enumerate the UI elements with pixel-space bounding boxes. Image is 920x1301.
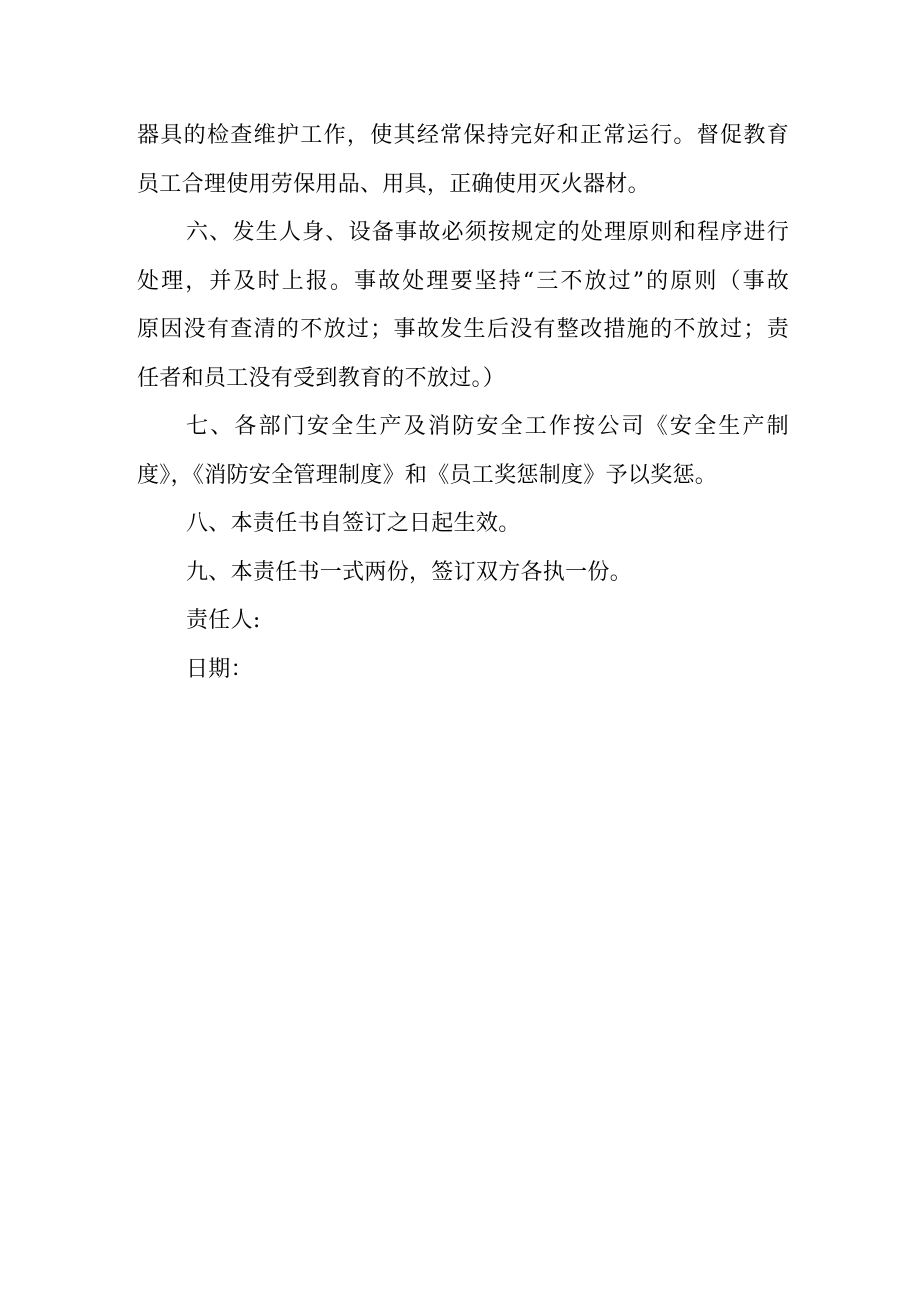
paragraph-line: 任者和员工没有受到教育的不放过。） <box>137 365 506 391</box>
paragraph-line: 八、本责任书自签订之日起生效。 <box>186 511 521 536</box>
paragraph-item-9 <box>137 549 789 598</box>
paragraph-line: 处理，并及时上报。事故处理要坚持“三不放过”的原则（事故 <box>137 268 789 294</box>
paragraph-line: 器具的检查维护工作，使其经常保持完好和正常运行。督促教育 <box>137 123 789 148</box>
paragraph-line: 原因没有查清的不放过；事故发生后没有整改措施的不放过；责 <box>137 317 789 342</box>
paragraph-line: 度》，《消防安全管理制度》和《员工奖惩制度》予以奖惩。 <box>137 462 718 488</box>
date-label: 日期： <box>186 656 253 682</box>
paragraph-item-8 <box>137 500 789 549</box>
signature-block <box>137 597 789 694</box>
paragraph-line: 七、各部门安全生产及消防安全工作按公司《安全生产制 <box>186 414 789 439</box>
paragraph-line: 员工合理使用劳保用品、用具，正确使用灭火器材。 <box>137 171 650 197</box>
paragraph-item-5-continued <box>137 112 789 209</box>
paragraph-item-6 <box>137 209 789 403</box>
paragraph-line: 六、发生人身、设备事故必须按规定的处理原则和程序进行 <box>186 220 789 245</box>
document-body <box>137 112 789 694</box>
responsible-person-label: 责任人: <box>186 608 261 633</box>
paragraph-line: 九、本责任书一式两份，签订双方各执一份。 <box>186 559 633 585</box>
paragraph-item-7 <box>137 403 789 500</box>
